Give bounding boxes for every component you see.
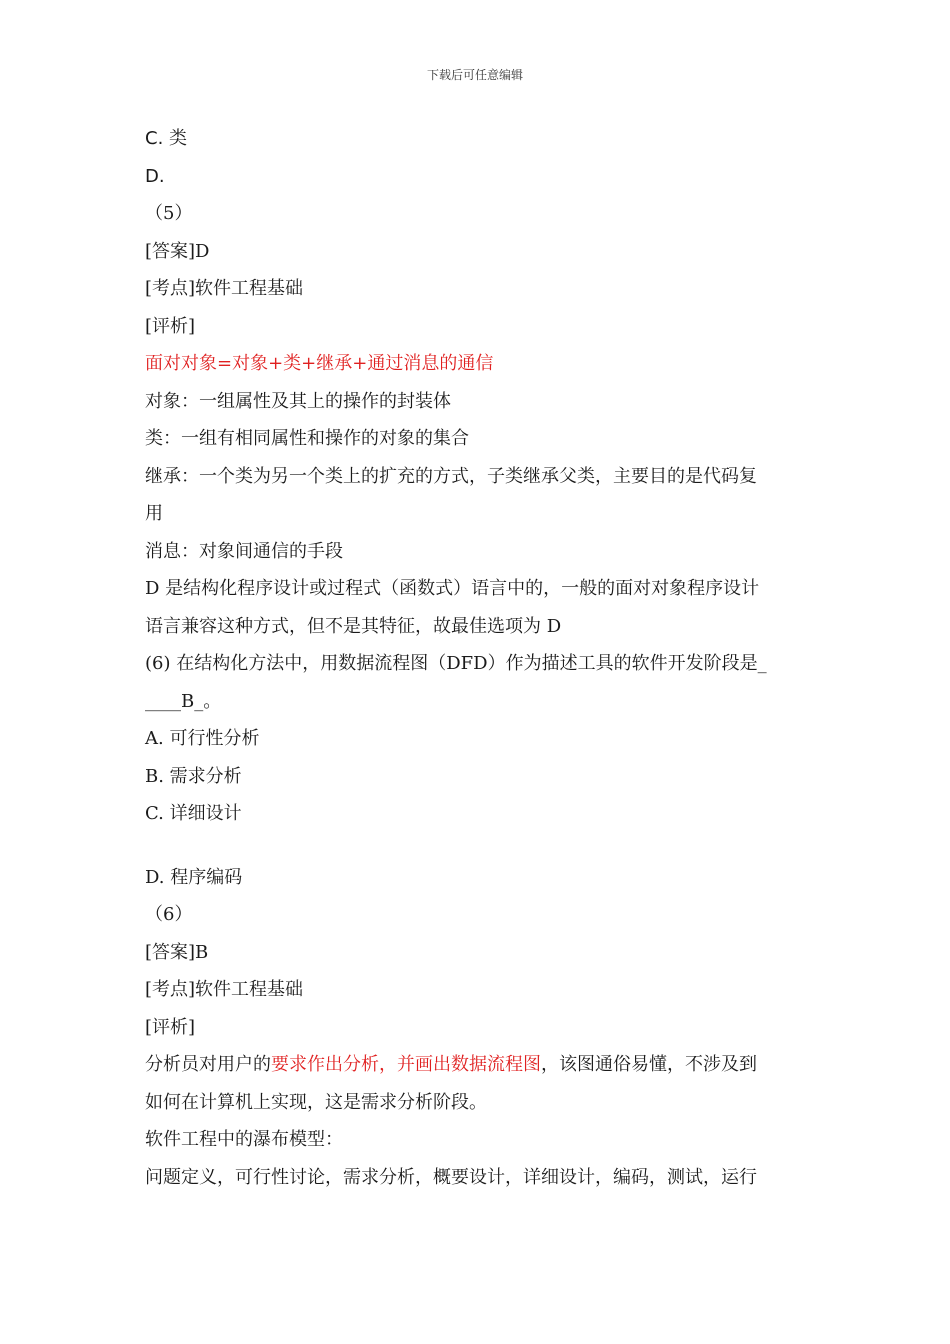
highlight-run: 要求作出分析，并画出数据流程图 — [271, 1054, 541, 1075]
paragraph-line: 对象：一组属性及其上的操作的封装体 — [145, 390, 451, 412]
paragraph-line: 如何在计算机上实现，这是需求分析阶段。 — [145, 1091, 487, 1113]
answer-line: [答案]D — [145, 240, 210, 262]
paragraph-line: 软件工程中的瀑布模型： — [145, 1129, 343, 1150]
option-d: D. 程序编码 — [145, 866, 243, 888]
question-text-cont: ____B_。 — [145, 690, 222, 712]
text-run: 分析员对用户的 — [145, 1054, 271, 1075]
paragraph-line: 继承：一个类为另一个类上的扩充的方式，子类继承父类，主要目的是代码复 — [145, 465, 757, 487]
spacer — [145, 833, 807, 859]
paragraph-line: 用 — [145, 503, 163, 524]
paragraph-line — [145, 1046, 807, 1084]
answer-line: [答案]B — [145, 941, 209, 963]
topic-line: [考点]软件工程基础 — [145, 979, 304, 1000]
option-c: C. 详细设计 — [145, 803, 242, 824]
page-header: 下载后可任意编辑 — [426, 68, 523, 82]
analysis-label: [评析] — [145, 1016, 196, 1038]
topic-line: [考点]软件工程基础 — [145, 278, 304, 299]
highlight-formula: 面对对象=对象+类+继承+通过消息的通信 — [145, 353, 494, 374]
option-b: B. 需求分析 — [145, 765, 242, 787]
text-run: ，该图通俗易懂，不涉及到 — [541, 1054, 757, 1075]
analysis-label: [评析] — [145, 315, 196, 337]
paragraph-line: 语言兼容这种方式，但不是其特征，故最佳选项为 D — [145, 615, 562, 637]
question-number: （5） — [145, 203, 193, 224]
document-body — [145, 120, 807, 1196]
option-c: C. 类 — [145, 128, 188, 149]
paragraph-line: D 是结构化程序设计或过程式（函数式）语言中的，一般的面对对象程序设计 — [145, 578, 760, 599]
question-text: (6) 在结构化方法中，用数据流程图（DFD）作为描述工具的软件开发阶段是_ — [145, 653, 767, 674]
option-d: D. — [145, 165, 165, 187]
paragraph-line: 消息：对象间通信的手段 — [145, 540, 343, 562]
paragraph-line: 类：一组有相同属性和操作的对象的集合 — [145, 428, 469, 449]
paragraph-line: 问题定义，可行性讨论，需求分析，概要设计，详细设计，编码，测试，运行 — [145, 1166, 757, 1188]
option-a: A. 可行性分析 — [145, 728, 260, 749]
question-number: （6） — [145, 904, 193, 925]
